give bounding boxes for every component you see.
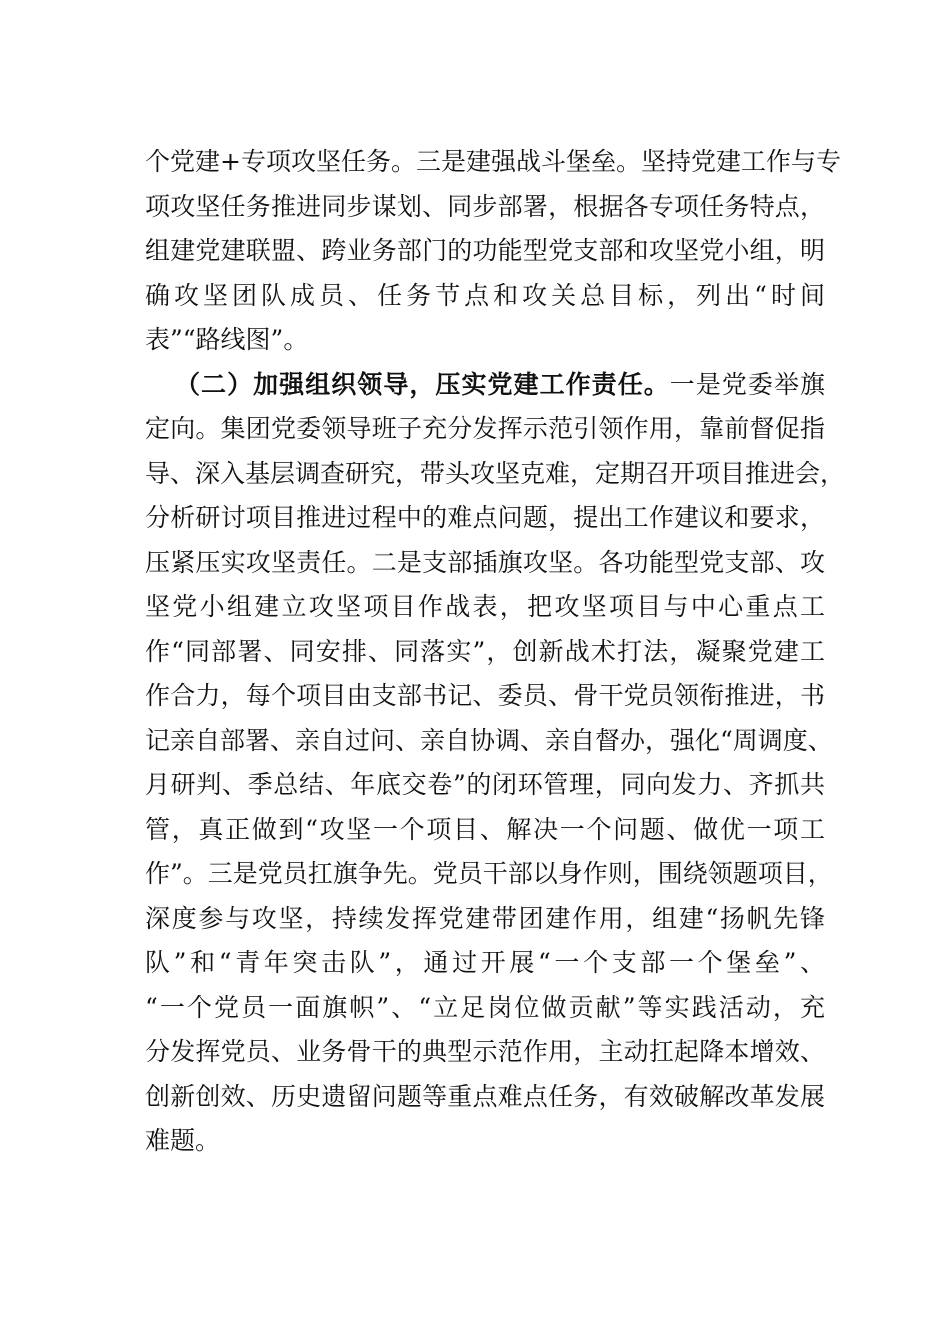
text-line: “一个党员一面旗帜”、“立足岗位做贡献”等实践活动，充 bbox=[145, 992, 825, 1022]
text-line: 分发挥党员、业务骨干的典型示范作用，主动扛起降本增效、 bbox=[145, 1037, 825, 1066]
text-line: 压紧压实攻坚责任。二是支部插旗攻坚。各功能型党支部、攻 bbox=[145, 547, 825, 577]
text-line: 作合力，每个项目由支部书记、委员、骨干党员领衔推进，书 bbox=[145, 681, 825, 710]
text-line: 分析研讨项目推进过程中的难点问题，提出工作建议和要求， bbox=[145, 503, 825, 532]
text-line-heading bbox=[145, 363, 825, 408]
text-line: 管，真正做到“攻坚一个项目、解决一个问题、做优一项工 bbox=[145, 814, 825, 844]
text-line: 定向。集团党委领导班子充分发挥示范引领作用，靠前督促指 bbox=[145, 414, 825, 443]
text-line: 深度参与攻坚，持续发挥党建带团建作用，组建“扬帆先锋 bbox=[145, 903, 825, 933]
text-line: 导、深入基层调查研究，带头攻坚克难，定期召开项目推进会， bbox=[145, 458, 846, 488]
paragraph-1 bbox=[145, 140, 841, 363]
text-line: 表”“路线图”。 bbox=[145, 325, 309, 354]
text-line: 记亲自部署、亲自过问、亲自协调、亲自督办，强化“周调度、 bbox=[145, 725, 833, 755]
text-span: 一是党委举旗 bbox=[669, 369, 825, 399]
document-body bbox=[145, 140, 846, 1164]
text-line: 创新创效、历史遗留问题等重点难点任务，有效破解改革发展 bbox=[145, 1081, 825, 1111]
text-line: 组建党建联盟、跨业务部门的功能型党支部和攻坚党小组，明 bbox=[145, 236, 825, 265]
text-line: 坚党小组建立攻坚项目作战表，把攻坚项目与中心重点工 bbox=[145, 592, 825, 621]
text-line: 个党建+专项攻坚任务。三是建强战斗堡垒。坚持党建工作与专 bbox=[145, 147, 841, 176]
paragraph-2 bbox=[145, 363, 846, 1164]
text-line: 项攻坚任务推进同步谋划、同步部署，根据各专项任务特点， bbox=[145, 191, 825, 221]
section-heading: （二）加强组织领导，压实党建工作责任。 bbox=[175, 369, 670, 399]
text-line: 确攻坚团队成员、任务节点和攻关总目标，列出“时间 bbox=[145, 280, 825, 310]
text-line: 作”。三是党员扛旗争先。党员干部以身作则，围绕领题项目， bbox=[145, 859, 833, 888]
text-line: 作“同部署、同安排、同落实”，创新战术打法，凝聚党建工 bbox=[145, 636, 825, 666]
text-line: 月研判、季总结、年底交卷”的闭环管理，同向发力、齐抓共 bbox=[145, 770, 825, 799]
text-line: 难题。 bbox=[145, 1126, 221, 1155]
text-line: 队”和“青年突击队”，通过开展“一个支部一个堡垒”、 bbox=[145, 948, 825, 977]
